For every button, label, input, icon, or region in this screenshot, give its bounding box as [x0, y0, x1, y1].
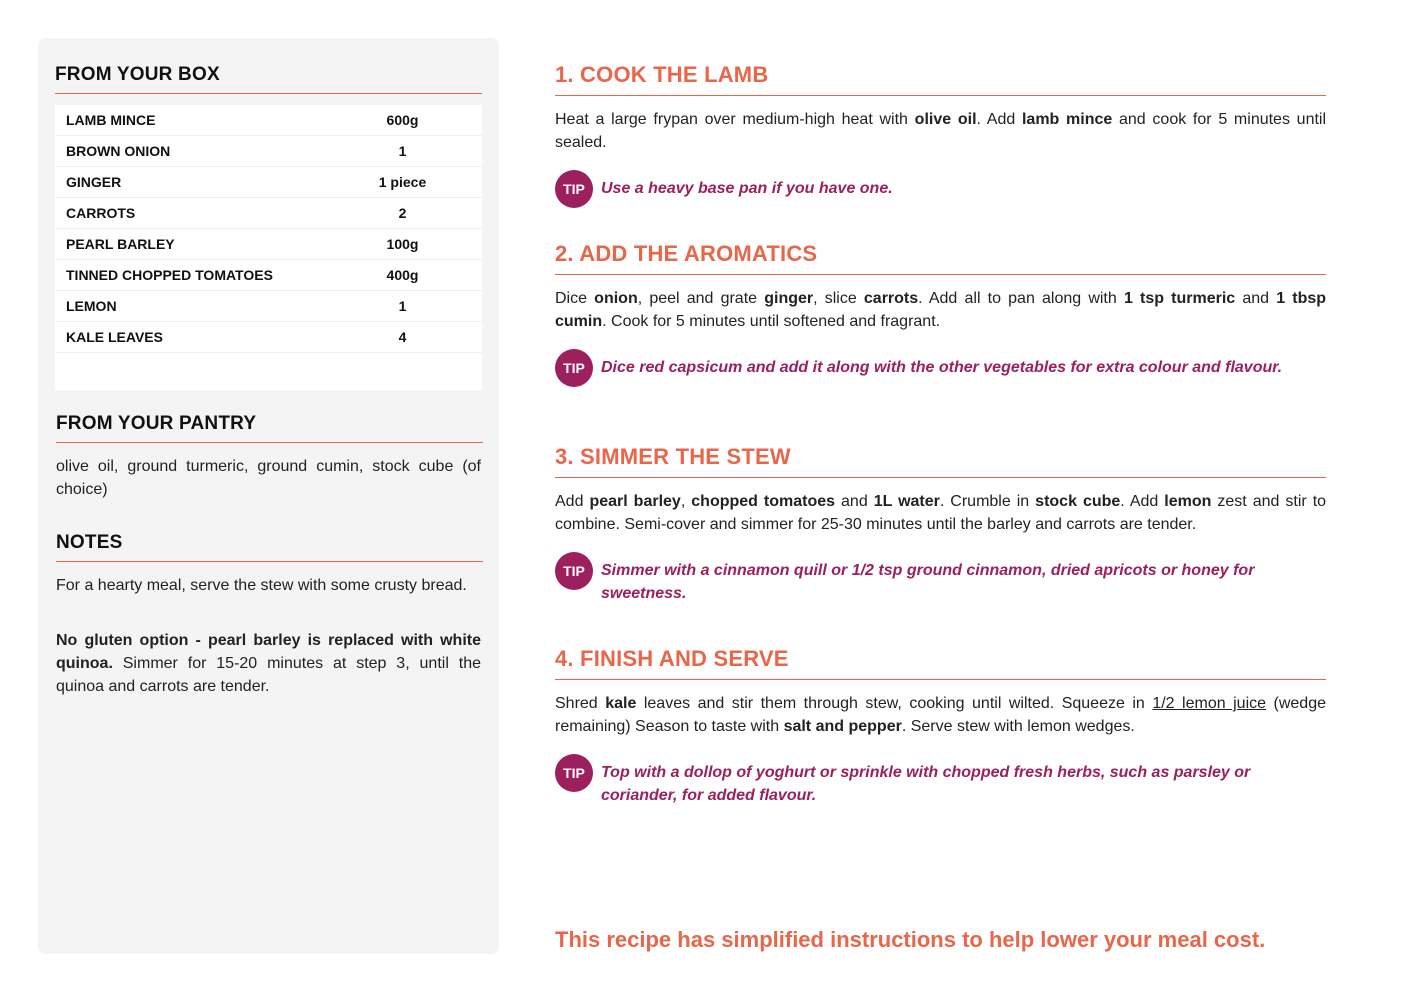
ingredient-qty: 600g [386, 112, 419, 128]
step-3-text: Add pearl barley, chopped tomatoes and 1L water. Crumble in stock cube. Add lemon zest and stir to combine. Semi-cover and simmer for 25-30 minutes until the barley and carrots are tender. [555, 493, 1327, 533]
tip-badge: TIP [555, 349, 593, 387]
ingredient-name: TINNED CHOPPED TOMATOES [66, 267, 273, 283]
tip-badge: TIP [555, 754, 593, 792]
from-your-pantry-heading: FROM YOUR PANTRY [56, 413, 483, 443]
ingredient-qty: 100g [386, 236, 419, 252]
step-2-tip [555, 349, 1326, 387]
step-4-tip [555, 754, 1326, 807]
notes-text: For a hearty meal, serve the stew with some crusty bread. [56, 577, 467, 594]
ingredient-qty: 2 [398, 205, 407, 221]
step-4-text: Shred kale leaves and stir them through stew, cooking until wilted. Squeeze in 1/2 lemon juice (wedge remaining) Season to taste with salt and pepper. Serve stew with lemon wedges. [555, 695, 1327, 735]
gluten-option-rest: Simmer for 15-20 minutes at step 3, until the quinoa and carrots are tender. [56, 655, 481, 695]
step-1-title: 1. COOK THE LAMB [555, 62, 1326, 96]
ingredient-qty: 4 [398, 329, 407, 345]
ingredient-row [55, 229, 482, 260]
ingredient-qty: 1 piece [378, 174, 427, 190]
ingredient-name: CARROTS [66, 205, 136, 221]
ingredient-row [55, 167, 482, 198]
tip-badge: TIP [555, 552, 593, 590]
ingredient-name: PEARL BARLEY [66, 236, 175, 252]
ingredient-qty: 1 [398, 143, 407, 159]
notes-gluten-option [56, 629, 481, 698]
ingredient-row [55, 136, 482, 167]
ingredient-name: LAMB MINCE [66, 112, 156, 128]
pantry-text: olive oil, ground turmeric, ground cumin, stock cube (of choice) [56, 458, 481, 498]
ingredient-row [55, 105, 482, 136]
simplified-instructions-note: This recipe has simplified instructions to help lower your meal cost. [555, 927, 1266, 952]
tip-text: Simmer with a cinnamon quill or 1/2 tsp ground cinnamon, dried apricots or honey for sweetness. [601, 562, 1255, 602]
ingredient-row [55, 198, 482, 229]
ingredient-row [55, 322, 482, 353]
step-3-title: 3. SIMMER THE STEW [555, 444, 1326, 478]
step-2-text: Dice onion, peel and grate ginger, slice carrots. Add all to pan along with 1 tsp turmeric and 1 tbsp cumin. Cook for 5 minutes until softened and fragrant. [555, 290, 1327, 330]
gluten-option-bold: No gluten option - pearl barley is replaced with white quinoa. [56, 632, 481, 672]
step-2-title: 2. ADD THE AROMATICS [555, 241, 1326, 275]
tip-badge: TIP [555, 170, 593, 208]
ingredient-name: KALE LEAVES [66, 329, 163, 345]
step-1-tip [555, 170, 1326, 208]
ingredient-name: LEMON [66, 298, 117, 314]
ingredient-row [55, 291, 482, 322]
tip-text: Top with a dollop of yoghurt or sprinkle with chopped fresh herbs, such as parsley or coriander, for added flavour. [601, 764, 1251, 804]
notes-heading: NOTES [56, 532, 483, 562]
from-your-box-heading: FROM YOUR BOX [55, 64, 482, 94]
ingredient-name: GINGER [66, 174, 122, 190]
step-1-text: Heat a large frypan over medium-high heat with olive oil. Add lamb mince and cook for 5 minutes until sealed. [555, 111, 1327, 151]
ingredient-name: BROWN ONION [66, 143, 171, 159]
ingredient-row [55, 260, 482, 291]
ingredients-panel [38, 38, 499, 954]
step-4-title: 4. FINISH AND SERVE [555, 646, 1326, 680]
ingredient-qty: 400g [386, 267, 419, 283]
step-3-tip [555, 552, 1326, 605]
ingredient-qty: 1 [398, 298, 407, 314]
ingredients-table [55, 105, 482, 390]
tip-text: Dice red capsicum and add it along with the other vegetables for extra colour and flavour. [601, 359, 1283, 376]
tip-text: Use a heavy base pan if you have one. [601, 180, 893, 197]
